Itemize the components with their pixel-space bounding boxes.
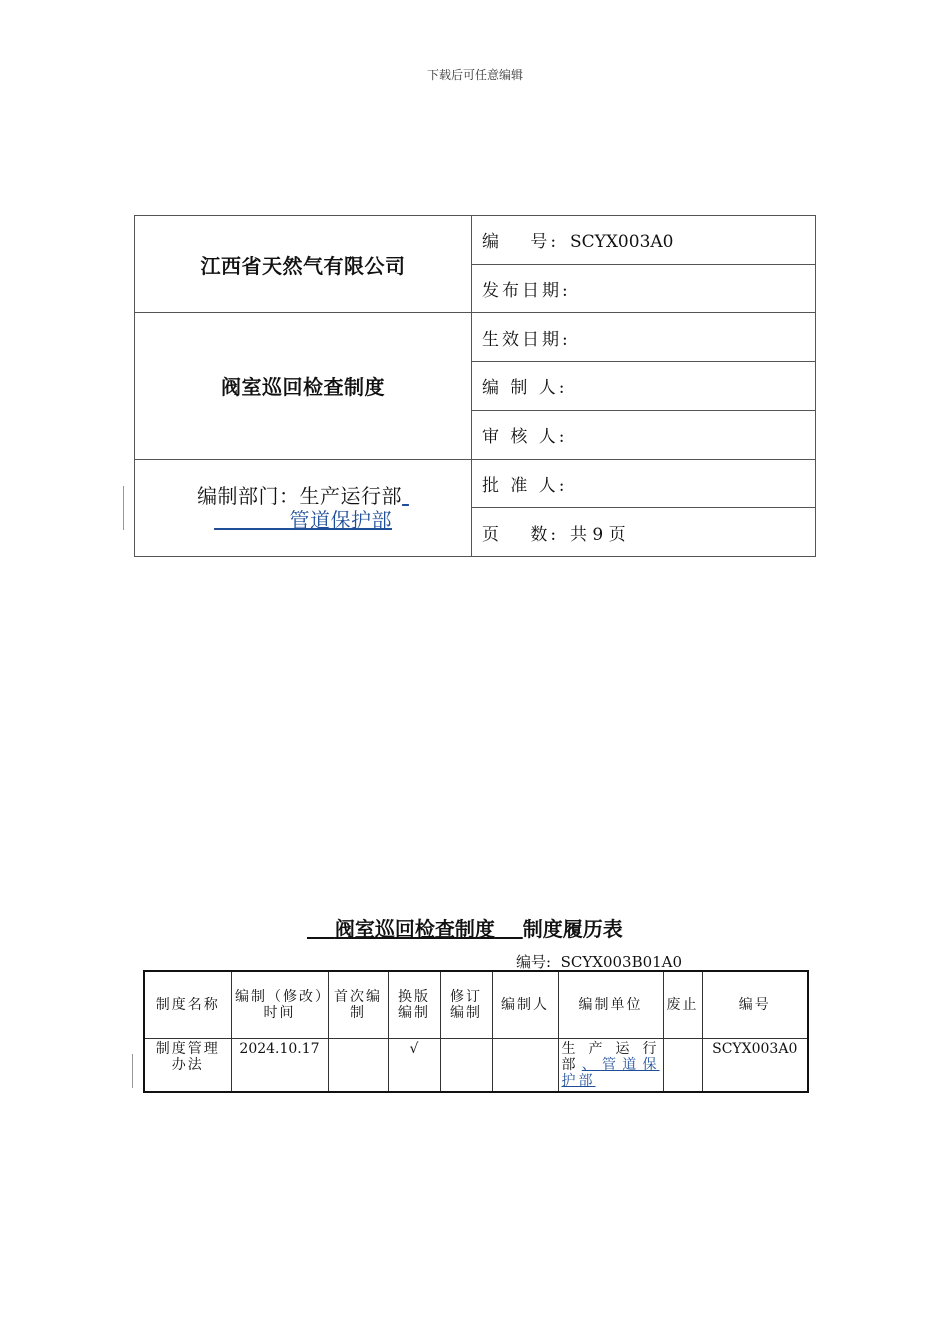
field-author (472, 362, 816, 411)
field-label: 批 准 人: (482, 475, 568, 496)
header-note: 下载后可任意编辑 (426, 68, 523, 82)
unit-text: 生产运行部 (561, 1041, 660, 1073)
field-reviewer (472, 410, 816, 459)
cell-time: 2024.10.17 (231, 1039, 328, 1093)
table-row (144, 1039, 808, 1093)
field-approver (472, 459, 816, 508)
unit-link[interactable]: 、管道保护部 (561, 1057, 660, 1089)
field-label: 编 号: (482, 232, 560, 253)
field-number (472, 216, 816, 265)
company-name: 江西省天然气有限公司 (135, 216, 472, 313)
history-title-name: 阀室巡回检查制度 (334, 917, 495, 941)
department-label: 编制部门：生产运行部 (197, 483, 403, 508)
history-title-suffix: 制度履历表 (522, 917, 623, 941)
cell-name: 制度管理办法 (144, 1039, 231, 1093)
table-header-row (144, 971, 808, 1039)
history-table (143, 970, 809, 1093)
document-title: 阀室巡回检查制度 (135, 313, 472, 459)
department-cell (135, 459, 472, 556)
column-header: 首次编制 (328, 971, 388, 1039)
field-label: 发布日期: (482, 281, 571, 302)
column-header: 编制单位 (558, 971, 663, 1039)
field-value: 共 9 页 (569, 524, 626, 545)
cell-abolish (663, 1039, 702, 1093)
margin-marker (123, 486, 124, 530)
column-header: 制度名称 (144, 971, 231, 1039)
cover-table (134, 215, 816, 557)
field-label: 页 数: (482, 524, 560, 545)
field-label: 编 制 人: (482, 378, 568, 399)
cell-unit (558, 1039, 663, 1093)
field-pages (472, 508, 816, 557)
column-header: 编制人 (492, 971, 558, 1039)
history-code (516, 951, 682, 972)
field-value: SCYX003A0 (569, 232, 674, 253)
cell-amend (440, 1039, 492, 1093)
field-label: 生效日期: (482, 329, 571, 350)
column-header: 编制（修改）时间 (231, 971, 328, 1039)
column-header: 换版编制 (388, 971, 440, 1039)
margin-marker (132, 1054, 133, 1088)
cell-code: SCYX003A0 (702, 1039, 808, 1093)
field-effective-date (472, 313, 816, 362)
cell-author (492, 1039, 558, 1093)
history-code-value: SCYX003B01A0 (560, 953, 683, 971)
cell-revision: √ (388, 1039, 440, 1093)
department-link[interactable]: 管道保护部 (289, 507, 392, 532)
cell-first (328, 1039, 388, 1093)
field-label: 审 核 人: (482, 427, 568, 448)
history-title (307, 913, 623, 942)
column-header: 废止 (663, 971, 702, 1039)
field-publish-date (472, 264, 816, 313)
column-header: 修订编制 (440, 971, 492, 1039)
history-code-label: 编号: (516, 953, 552, 971)
column-header: 编号 (702, 971, 808, 1039)
